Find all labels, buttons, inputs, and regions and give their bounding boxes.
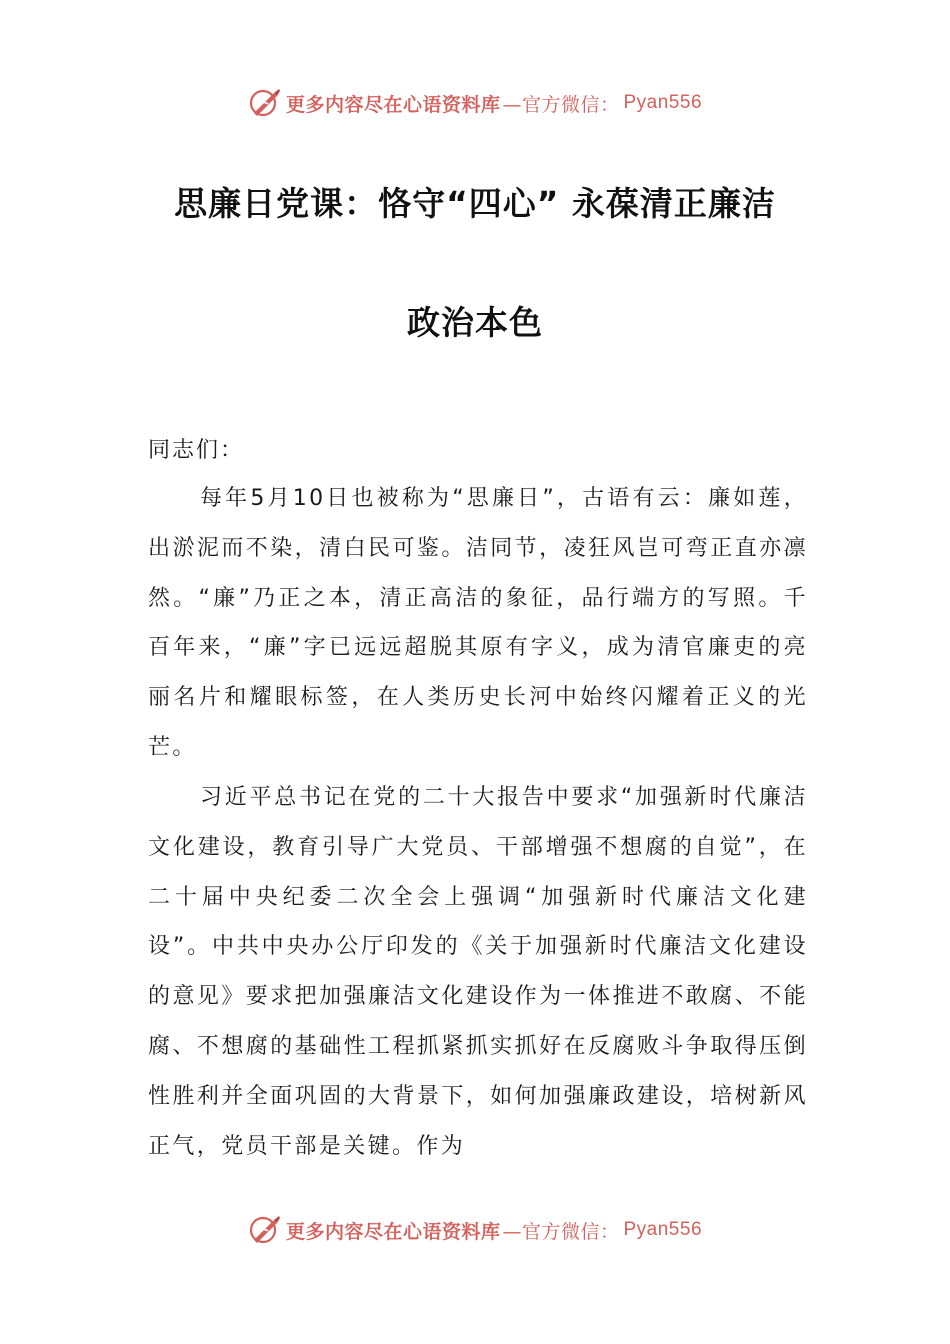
pen-logo-icon [248,1213,282,1247]
watermark-wechat-id: Pyan556 [623,92,703,113]
body-paragraph: 习近平总书记在党的二十大报告中要求“加强新时代廉洁文化建设，教育引导广大党员、干部增强不想腐的自觉”，在二十届中央纪委二次全会上强调“加强新时代廉洁文化建设”。中共中央办公厅印发的《关于加强新时代廉洁文化建设的意见》要求把加强廉洁文化建设作为一体推进不敢腐、不能腐、不想腐的基础性工程抓紧抓实抓好在反腐败斗争取得压倒性胜利并全面巩固的大背景下，如何加强廉政建设，培树新风正气，党员干部是关键。作为 [148,785,808,1159]
watermark-official: —官方微信： [502,93,620,116]
watermark-wechat-id: Pyan556 [623,1219,703,1240]
watermark-footer [0,1210,950,1250]
salutation: 同志们： [148,438,245,463]
body-paragraph: 每年5月10日也被称为“思廉日”，古语有云：廉如莲，出淤泥而不染，清白民可鉴。洁同节，凌狂风岂可弯正直亦凛然。“廉”乃正之本，清正高洁的象征，品行端方的写照。千百年来，“廉”字已远远超脱其原有字义，成为清官廉吏的亮丽名片和耀眼标签，在人类历史长河中始终闪耀着正义的光芒。 [148,486,808,760]
watermark-official: —官方微信： [502,1220,620,1243]
watermark-brand: 更多内容尽在心语资料库 [285,93,501,116]
document-title-line-2: 政治本色 [407,303,543,342]
pen-logo-icon [248,86,282,120]
watermark-brand: 更多内容尽在心语资料库 [285,1220,501,1243]
document-title-line-1: 思廉日党课：恪守“四心” 永葆清正廉洁 [174,184,776,223]
watermark-header [0,83,950,123]
